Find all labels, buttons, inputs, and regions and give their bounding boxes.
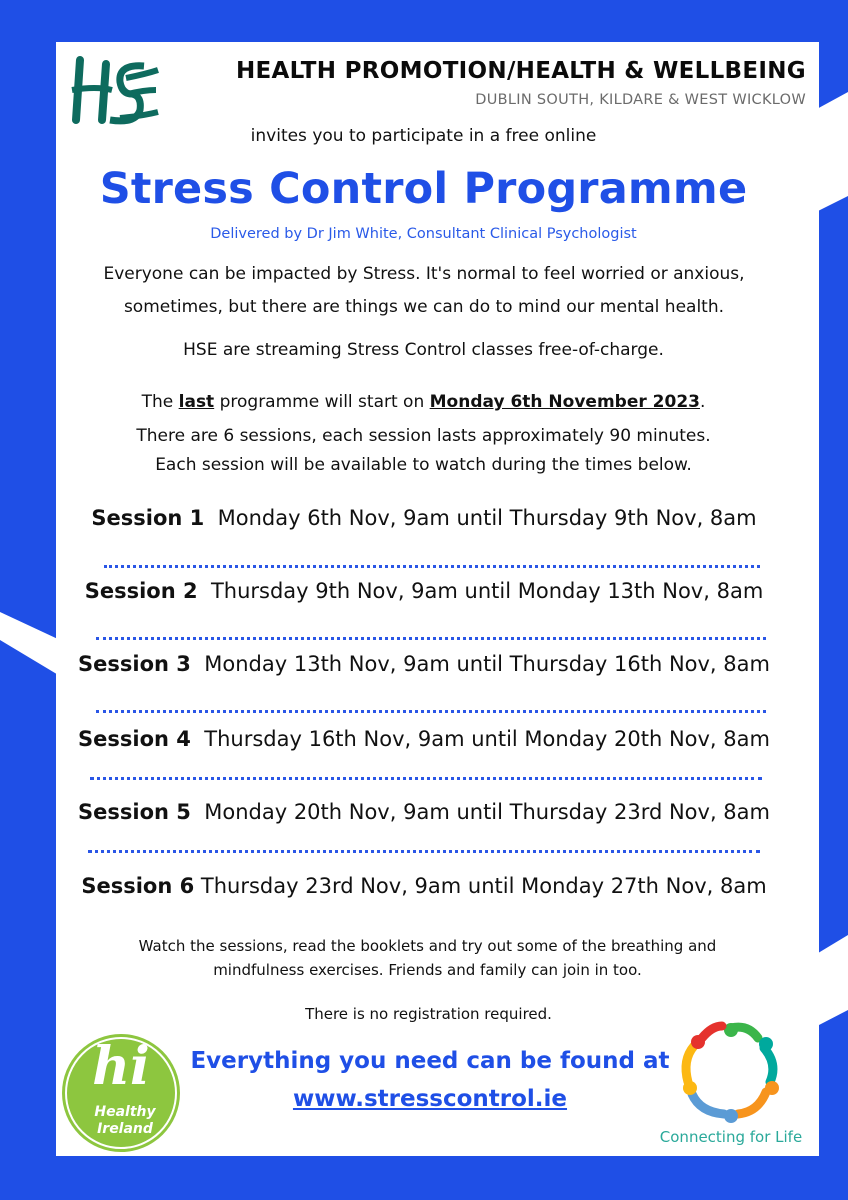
invite-text: invites you to participate in a free online [250, 126, 597, 146]
watch-line-2: mindfulness exercises. Friends and family can join in too. [213, 961, 642, 979]
start-suffix: . [699, 392, 706, 412]
session-row [40, 652, 808, 676]
session-label: Session 2 [84, 579, 198, 603]
organisation-title: HEALTH PROMOTION/HEALTH & WELLBEING [235, 58, 806, 84]
streaming-text: HSE are streaming Stress Control classes free-of-charge. [183, 340, 664, 360]
session-row [40, 874, 808, 898]
session-row [40, 727, 808, 751]
intro-paragraph [60, 258, 788, 324]
dotted-divider [90, 777, 762, 780]
session-times: Monday 13th Nov, 9am until Thursday 16th Nov, 8am [204, 652, 770, 676]
connecting-for-life-text: Connecting for Life [659, 1128, 803, 1146]
connecting-for-life-logo-icon [676, 1020, 786, 1124]
website-link[interactable]: www.stresscontrol.ie [292, 1086, 568, 1112]
session-row [40, 800, 808, 824]
start-middle: programme will start on [214, 392, 430, 412]
availability-text: Each session will be available to watch during the times below. [155, 455, 692, 475]
session-label: Session 3 [78, 652, 191, 676]
session-label: Session 5 [78, 800, 191, 824]
start-date: Monday 6th November 2023 [429, 392, 700, 412]
start-date-line [56, 392, 791, 412]
session-row [40, 506, 808, 530]
dotted-divider [88, 850, 760, 853]
healthy-ireland-logo [60, 1032, 182, 1154]
everything-text: Everything you need can be found at [190, 1048, 670, 1074]
dotted-divider [96, 637, 766, 640]
programme-title: Stress Control Programme [99, 164, 748, 214]
session-times: Monday 20th Nov, 9am until Thursday 23rd Nov, 8am [204, 800, 770, 824]
intro-line-2: sometimes, but there are things we can do to mind our mental health. [123, 297, 725, 317]
session-label: Session 1 [91, 506, 205, 530]
no-registration-text: There is no registration required. [305, 1005, 552, 1023]
ireland-text: Ireland [97, 1121, 153, 1137]
hse-logo-icon [66, 56, 160, 128]
delivered-by-text: Delivered by Dr Jim White, Consultant Clinical Psychologist [210, 226, 637, 242]
session-label: Session 4 [78, 727, 191, 751]
watch-line-1: Watch the sessions, read the booklets and try out some of the breathing and [138, 937, 717, 955]
dotted-divider [104, 565, 760, 568]
session-times: Thursday 23rd Nov, 9am until Monday 27th Nov, 8am [200, 874, 767, 898]
start-prefix: The [141, 392, 179, 412]
last-emphasis: last [178, 392, 215, 412]
session-row [40, 579, 808, 603]
session-label: Session 6 [81, 874, 195, 898]
region-subtitle: DUBLIN SOUTH, KILDARE & WEST WICKLOW [475, 92, 806, 108]
sessions-info: There are 6 sessions, each session lasts approximately 90 minutes. [136, 426, 711, 446]
healthy-text: Healthy [94, 1104, 156, 1120]
session-times: Monday 6th Nov, 9am until Thursday 9th Nov, 8am [217, 506, 757, 530]
session-times: Thursday 9th Nov, 9am until Monday 13th Nov, 8am [210, 579, 764, 603]
hi-text: hi [92, 1036, 150, 1097]
intro-line-1: Everyone can be impacted by Stress. It's normal to feel worried or anxious, [103, 264, 745, 284]
dotted-divider [96, 710, 766, 713]
watch-paragraph [100, 934, 755, 982]
session-times: Thursday 16th Nov, 9am until Monday 20th Nov, 8am [204, 727, 770, 751]
